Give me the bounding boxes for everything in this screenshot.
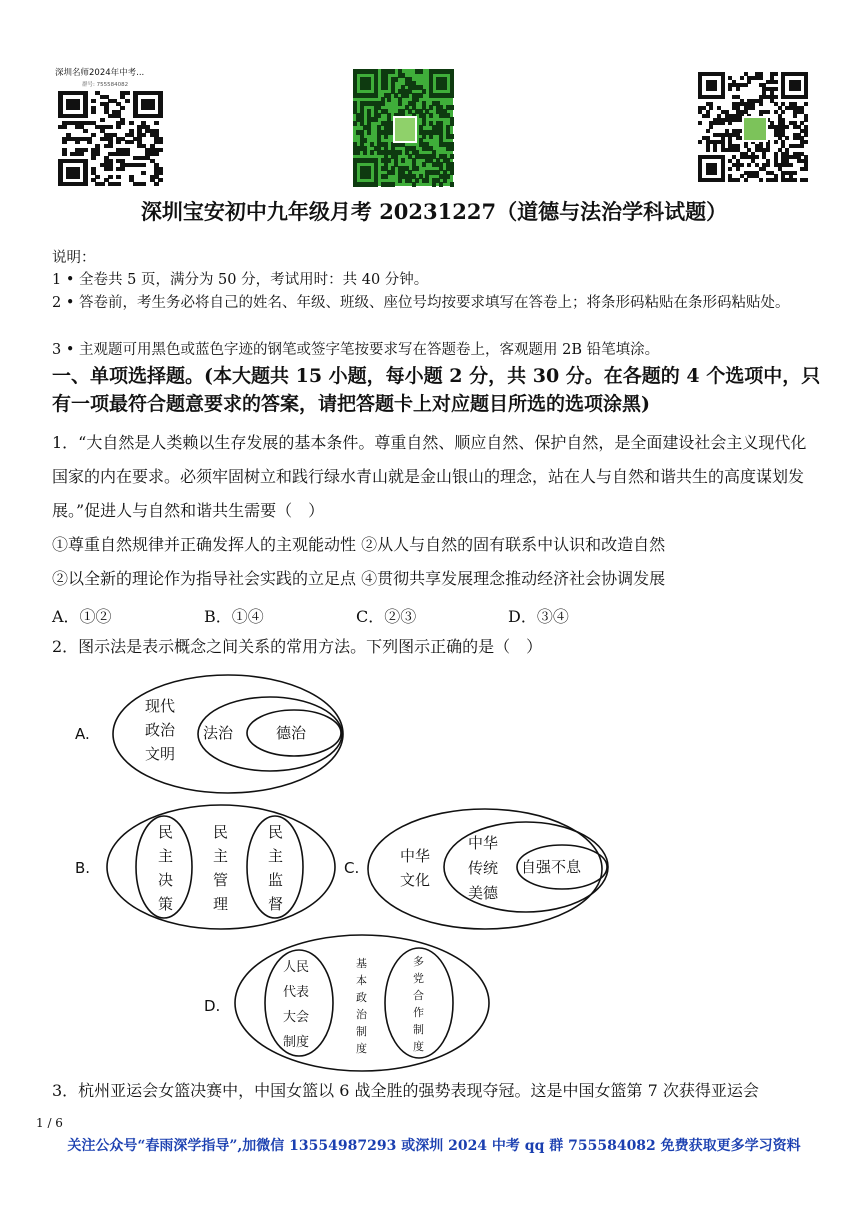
- diagram-d-center-2: 本: [356, 974, 367, 987]
- diagram-d-right-3: 合: [413, 989, 424, 1002]
- diagram-c-middle-2: 传统: [468, 859, 499, 877]
- diagram-d-right-2: 党: [413, 972, 424, 985]
- question-1-statements-a: ①尊重自然规律并正确发挥人的主观能动性 ②从人与自然的固有联系中认识和改造自然: [52, 535, 666, 554]
- exam-title: 深圳宝安初中九年级月考 20231227（道德与法治学科试题）: [140, 199, 728, 224]
- section-heading: 一、单项选择题。(本大题共 15 小题，每小题 2 分，共 30 分。在各题的 4 个选项中，只有一项最符合题意要求的答案，请把答题卡上对应题目所选的选项涂黑): [52, 365, 821, 415]
- note-item-1: 1 • 全卷共 5 页，满分为 50 分，考试用时：共 40 分钟。: [52, 272, 429, 288]
- diagram-d-right-1: 多: [413, 955, 424, 968]
- diagram-d-left-3: 大会: [283, 1010, 310, 1025]
- diagram-b-left-4: 策: [158, 895, 174, 913]
- diagram-b-right-2: 主: [268, 847, 284, 865]
- option-b[interactable]: B．①④: [204, 607, 264, 626]
- diagram-b-right-3: 监: [268, 871, 284, 889]
- diagram-c-label: C.: [344, 859, 360, 877]
- diagram-a-inner-label: 德治: [276, 724, 307, 742]
- option-a[interactable]: A．①②: [52, 607, 112, 626]
- question-1-statements-b: ②以全新的理论作为指导社会实践的立足点 ④贯彻共享发展理念推动经济社会协调发展: [52, 569, 666, 588]
- qr-code-left-image: [58, 91, 162, 186]
- diagram-a-outer-line-1: 现代: [145, 697, 176, 715]
- diagram-d-right-6: 度: [413, 1040, 424, 1053]
- diagram-b-center-4: 理: [213, 895, 229, 913]
- diagram-d-left-2: 代表: [283, 985, 310, 1000]
- diagram-c-inner-label: 自强不息: [521, 858, 582, 876]
- diagram-a-label: A.: [75, 725, 90, 743]
- diagram-b-center-1: 民: [213, 823, 229, 841]
- diagram-d-left-1: 人民: [283, 960, 310, 975]
- diagram-b-center-3: 管: [213, 871, 229, 889]
- diagram-d-center-3: 政: [356, 991, 367, 1004]
- qr-code-right-image: [698, 72, 808, 182]
- diagram-d-label: D.: [204, 997, 221, 1015]
- diagram-b-center-2: 主: [213, 847, 229, 865]
- diagram-b-right-1: 民: [268, 823, 284, 841]
- diagram-d-left-4: 制度: [283, 1035, 310, 1050]
- note-item-2: 2 • 答卷前，考生务必将自己的姓名、年级、班级、座位号均按要求填写在答卷上；将条形码粘贴在条形码粘贴处。: [52, 295, 790, 311]
- question-2-stem: 2．图示法是表示概念之间关系的常用方法。下列图示正确的是（ ）: [52, 637, 543, 656]
- diagram-b-left-3: 决: [158, 871, 174, 889]
- question-2-diagrams: [0, 665, 868, 1075]
- diagram-b-right-4: 督: [268, 895, 284, 913]
- diagram-c-outer-1: 中华: [400, 847, 431, 865]
- diagram-c-middle-1: 中华: [468, 834, 499, 852]
- notes-heading: 说明：: [52, 250, 96, 266]
- diagram-d-right-4: 作: [413, 1006, 424, 1019]
- question-1-stem: 1．“大自然是人类赖以生存发展的基本条件。尊重自然、顺应自然、保护自然，是全面建设社会主义现代化国家的内在要求。必须牢固树立和践行绿水青山就是金山银山的理念，站在人与自然和谐共生的高度谋划发展。”促进人与自然和谐共生需要（ ）: [52, 433, 807, 520]
- qr-code-center-image: [353, 69, 453, 186]
- diagram-b-left-1: 民: [158, 823, 174, 841]
- note-item-3: 3 • 主观题可用黑色或蓝色字迹的钢笔或签字笔按要求写在答题卷上，客观题用 2B 铅笔填涂。: [52, 342, 660, 358]
- diagram-a-outer-line-2: 政治: [145, 721, 176, 739]
- diagram-c-outer-2: 文化: [400, 871, 431, 889]
- diagram-d-center-6: 度: [356, 1042, 367, 1055]
- page-number: 1 / 6: [36, 1116, 63, 1130]
- question-3-stem: 3．杭州亚运会女篮决赛中，中国女篮以 6 战全胜的强势表现夺冠。这是中国女篮第 7 次获得亚运会: [52, 1081, 759, 1100]
- diagram-c-middle-3: 美德: [468, 884, 499, 902]
- diagram-b-label: B.: [75, 859, 91, 877]
- footer-promo: 关注公众号“春雨深学指导”,加微信 13554987293 或深圳 2024 中考 qq 群 755584082 免费获取更多学习资料: [67, 1138, 801, 1154]
- diagram-a-outer-line-3: 文明: [145, 745, 176, 763]
- diagram-d-right-5: 制: [413, 1023, 424, 1036]
- diagram-a-middle-label: 法治: [203, 724, 234, 742]
- question-1-options: [52, 604, 569, 627]
- diagram-d-center-4: 治: [356, 1008, 367, 1021]
- option-d[interactable]: D．③④: [508, 607, 569, 626]
- diagram-d-center-1: 基: [356, 957, 367, 970]
- diagram-b-left-2: 主: [158, 847, 174, 865]
- diagram-d-center-5: 制: [356, 1025, 367, 1038]
- option-c[interactable]: C．②③: [356, 607, 417, 626]
- qr-left-subcaption: 群号: 755584082: [82, 82, 129, 88]
- qr-left-caption: 深圳名师2024年中考...: [55, 68, 145, 78]
